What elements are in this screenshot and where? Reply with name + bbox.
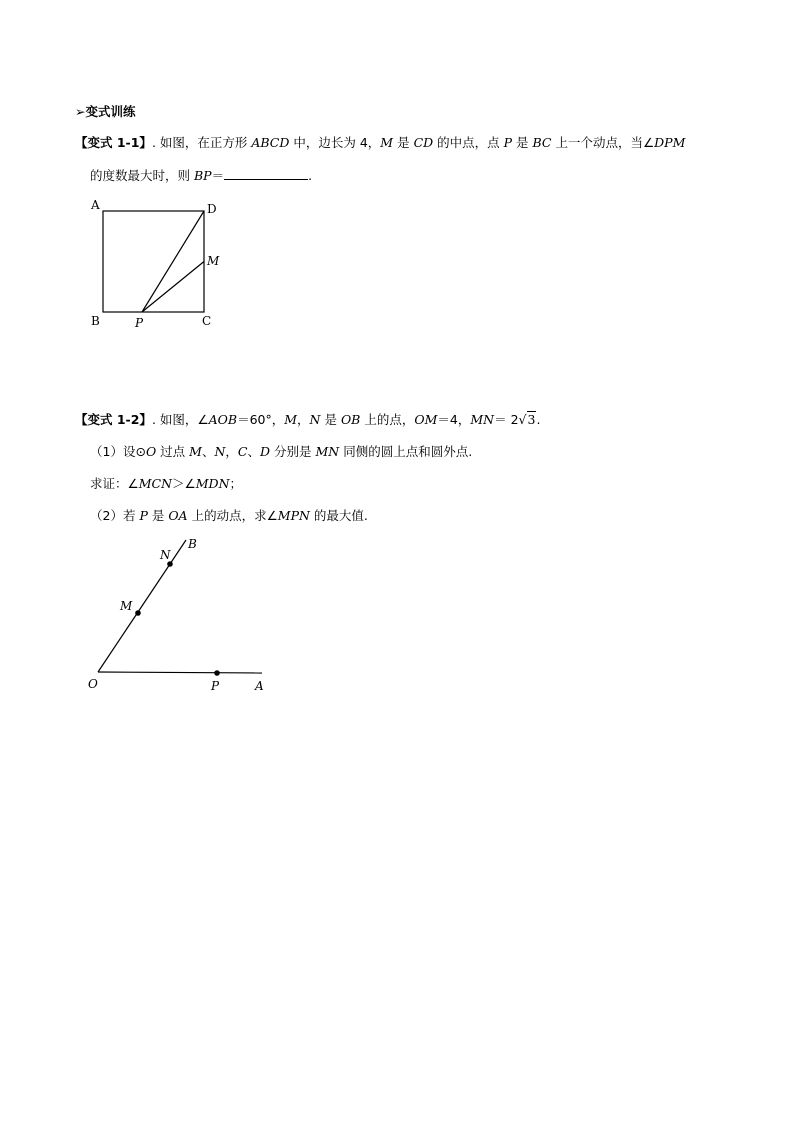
text-run: AOB — [208, 412, 238, 427]
text-run: . 如图，在正方形 — [151, 135, 252, 150]
text-run: 、 — [247, 444, 261, 459]
text-run: 是 — [320, 412, 341, 427]
text-run: M — [189, 444, 202, 459]
q1-tag: 【变式 1-1】 — [75, 135, 152, 150]
text-run: 分别是 — [270, 444, 316, 459]
label-m: M — [207, 254, 220, 268]
label-a: A — [91, 198, 100, 212]
q2-prove — [90, 474, 242, 492]
square-figure — [85, 195, 225, 335]
text-run: ＞∠ — [172, 476, 196, 491]
ray-oa — [98, 672, 262, 673]
text-run: ＝ 2 — [494, 412, 519, 427]
q1-line2-text: 的度数最大时，则 — [90, 168, 194, 183]
label-n2: N — [160, 548, 171, 562]
text-run: 的最大值. — [309, 508, 368, 523]
q1-line2 — [90, 166, 312, 184]
text-run: D — [260, 444, 271, 459]
label-c: C — [202, 314, 212, 328]
text-run: N — [309, 412, 321, 427]
text-run: 是 — [393, 135, 414, 150]
label-a2: A — [255, 679, 264, 693]
text-run: 、 — [201, 444, 215, 459]
q1-text — [152, 135, 685, 150]
text-run: ， — [297, 412, 310, 427]
label-d: D — [207, 202, 217, 216]
arrow-icon: ➢ — [75, 104, 86, 119]
text-run: 是 — [512, 135, 533, 150]
segment-pm — [142, 262, 204, 313]
text-run: MDN — [195, 476, 230, 491]
text-run: 的中点，点 — [433, 135, 504, 150]
text-run: MN — [315, 444, 340, 459]
text-run: 过点 — [156, 444, 190, 459]
text-run: BC — [532, 135, 552, 150]
q2-part2 — [90, 506, 368, 524]
text-run: 中，边长为 4， — [289, 135, 381, 150]
section-heading — [75, 102, 136, 120]
q2-line1-end: . — [536, 412, 541, 427]
text-run: C — [237, 444, 248, 459]
text-run: 求证：∠ — [90, 476, 139, 491]
text-run: P — [503, 135, 513, 150]
text-run: ABCD — [251, 135, 290, 150]
text-run: M — [284, 412, 298, 427]
text-run: ， — [225, 444, 238, 459]
point-m — [135, 610, 141, 616]
text-run: CD — [413, 135, 434, 150]
sqrt-expression: √3 — [518, 412, 536, 427]
text-run: N — [214, 444, 226, 459]
sqrt-value: 3 — [527, 412, 536, 427]
text-run: ＝4， — [437, 412, 471, 427]
text-run: （2）若 — [90, 508, 140, 523]
ray-ob — [98, 540, 186, 672]
q2-text — [152, 412, 519, 427]
answer-blank[interactable] — [224, 167, 308, 180]
text-run: （1）设⊙ — [90, 444, 146, 459]
q1-line2-var: BP — [193, 168, 212, 183]
q2-part1 — [90, 442, 472, 460]
text-run: ＝60°， — [237, 412, 285, 427]
text-run: ； — [229, 476, 243, 491]
text-run: DPM — [654, 135, 686, 150]
q2-line1 — [75, 410, 540, 428]
text-run: 上的动点，求∠ — [187, 508, 278, 523]
label-p2: P — [211, 679, 220, 693]
label-b: B — [91, 314, 100, 328]
text-run: OB — [340, 412, 361, 427]
q1-line1 — [75, 133, 685, 151]
q1-line2-end: . — [308, 168, 313, 183]
label-m2: M — [120, 599, 133, 613]
text-run: O — [145, 444, 157, 459]
text-run: OA — [168, 508, 188, 523]
point-n — [167, 561, 173, 567]
square-abcd — [103, 211, 204, 312]
point-p — [214, 670, 220, 676]
section-title: 变式训练 — [85, 104, 136, 119]
text-run: M — [380, 135, 394, 150]
text-run: MCN — [138, 476, 173, 491]
text-run: P — [139, 508, 148, 523]
text-run: MPN — [277, 508, 310, 523]
segment-pd — [142, 211, 204, 312]
text-run: 是 — [147, 508, 169, 523]
text-run: 同侧的圆上点和圆外点. — [339, 444, 473, 459]
angle-figure — [80, 530, 280, 700]
text-run: MN — [470, 412, 495, 427]
label-o2: O — [88, 677, 98, 691]
text-run: OM — [414, 412, 438, 427]
text-run: 上的点， — [360, 412, 415, 427]
label-p: P — [135, 316, 144, 330]
text-run: 上一个动点，当∠ — [551, 135, 655, 150]
q1-line2-eq: ＝ — [211, 168, 225, 183]
text-run: . 如图，∠ — [151, 412, 209, 427]
q2-tag: 【变式 1-2】 — [75, 412, 152, 427]
label-b2: B — [188, 537, 197, 551]
